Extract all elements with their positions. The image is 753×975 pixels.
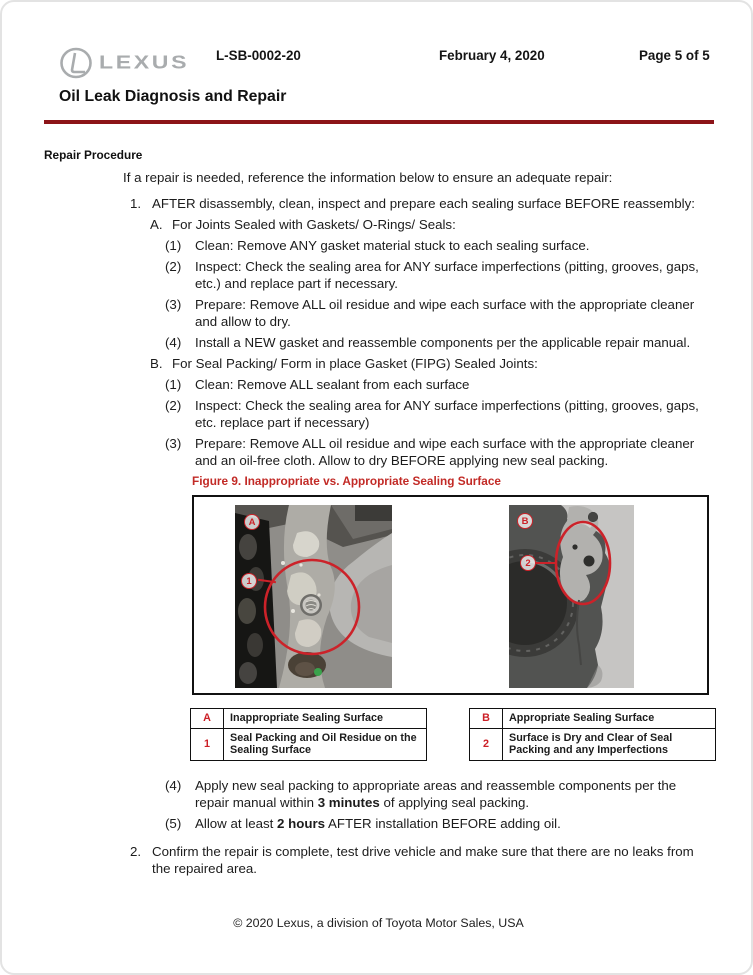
step-text: Prepare: Remove ALL oil residue and wipe each surface with the appropriate cleaner and an oil-free cloth. Allow to dry BEFORE applying new seal packing. [195, 436, 695, 468]
page-title: Oil Leak Diagnosis and Repair [59, 88, 287, 105]
legend-row [191, 728, 427, 760]
photo-appropriate-surface [509, 505, 634, 688]
step-text-part: Apply new seal packing to appropriate areas and reassemble components per the repair manual within [195, 777, 677, 810]
legend-row [470, 709, 716, 729]
step-text-bold: 2 hours [277, 815, 326, 831]
procedure-step [2, 258, 753, 292]
callout-leader-line [536, 562, 556, 564]
lexus-wordmark: LEXUS [99, 52, 190, 73]
legend-text: Seal Packing and Oil Residue on the Sealing Surface [224, 728, 427, 760]
step-marker: (2) [165, 398, 182, 413]
list-marker: 2. [130, 843, 142, 859]
step-text: Prepare: Remove ALL oil residue and wipe each surface with the appropriate cleaner and allow to dry. [195, 297, 695, 329]
callout-2-badge: 2 [520, 555, 536, 571]
procedure-step [2, 815, 753, 832]
list-marker: 1. [130, 196, 142, 211]
legend-table-right [469, 708, 716, 761]
step-marker: (4) [165, 777, 182, 793]
legend-text: Inappropriate Sealing Surface [224, 709, 427, 729]
title-rule [44, 120, 714, 124]
procedure-step [2, 376, 753, 393]
step-text: Inspect: Check the sealing area for ANY surface imperfections (pitting, grooves, gaps, etc. replace part if necessary) [195, 398, 699, 430]
procedure-step [2, 397, 753, 431]
legend-key: 2 [470, 728, 503, 760]
legend-text: Appropriate Sealing Surface [503, 709, 716, 729]
bulletin-number: L-SB-0002-20 [216, 48, 301, 63]
list-marker: B. [150, 356, 163, 371]
step-text: Clean: Remove ALL sealant from each surface [195, 377, 470, 392]
legend-key: A [191, 709, 224, 729]
figure-box [192, 495, 709, 695]
legend-row [191, 709, 427, 729]
callout-1-badge: 1 [241, 573, 257, 589]
list-marker: A. [150, 217, 163, 232]
list-item-1 [2, 195, 753, 212]
step-text-part: Allow at least [195, 815, 278, 831]
step-text-part: of applying seal packing. [379, 794, 530, 810]
figure-caption: Figure 9. Inappropriate vs. Appropriate Sealing Surface [192, 474, 501, 488]
list-text: For Joints Sealed with Gaskets/ O-Rings/ Seals: [172, 217, 456, 232]
list-text: Confirm the repair is complete, test drive vehicle and make sure that there are no leaks from the repaired area. [152, 843, 694, 876]
step-marker: (2) [165, 259, 182, 274]
legend-row [470, 728, 716, 760]
list-item-2 [2, 843, 753, 877]
legend-table-left [190, 708, 427, 761]
step-text: Install a NEW gasket and reassemble components per the applicable repair manual. [195, 335, 691, 350]
step-text: Clean: Remove ANY gasket material stuck to each sealing surface. [195, 238, 590, 253]
page-number: Page 5 of 5 [639, 48, 710, 63]
section-heading: Repair Procedure [44, 148, 143, 162]
photo-inappropriate-surface [235, 505, 392, 688]
lexus-logo [59, 46, 190, 80]
step-marker: (3) [165, 436, 182, 451]
callout-a-badge: A [244, 514, 260, 530]
procedure-step [2, 435, 753, 469]
legend-key: 1 [191, 728, 224, 760]
step-marker: (4) [165, 335, 182, 350]
sub-item-a [2, 216, 753, 233]
step-text [195, 777, 700, 811]
step-marker: (5) [165, 815, 182, 831]
step-marker: (1) [165, 238, 182, 253]
lexus-emblem-icon [59, 46, 93, 80]
callout-b-badge: B [517, 513, 533, 529]
step-text-bold: 3 minutes [317, 794, 380, 810]
bulletin-date: February 4, 2020 [439, 48, 545, 63]
procedure-step [2, 237, 753, 254]
legend-key: B [470, 709, 503, 729]
intro-paragraph: If a repair is needed, reference the information below to ensure an adequate repair: [123, 170, 613, 185]
procedure-body [2, 195, 753, 877]
procedure-step [2, 296, 753, 330]
figure-legend [190, 708, 753, 761]
sub-item-b [2, 355, 753, 372]
step-marker: (1) [165, 377, 182, 392]
procedure-step [2, 777, 753, 811]
step-text-part: AFTER installation BEFORE adding oil. [325, 815, 561, 831]
legend-text: Surface is Dry and Clear of Seal Packing and any Imperfections [503, 728, 716, 760]
list-text: For Seal Packing/ Form in place Gasket (FIPG) Sealed Joints: [172, 356, 538, 371]
step-text: Inspect: Check the sealing area for ANY surface imperfections (pitting, grooves, gaps, etc.) and replace part if necessary. [195, 259, 699, 291]
procedure-step [2, 334, 753, 351]
list-text: AFTER disassembly, clean, inspect and prepare each sealing surface BEFORE reassembly: [152, 196, 695, 211]
step-text [195, 815, 561, 832]
step-marker: (3) [165, 297, 182, 312]
footer-copyright: © 2020 Lexus, a division of Toyota Motor Sales, USA [233, 916, 524, 930]
